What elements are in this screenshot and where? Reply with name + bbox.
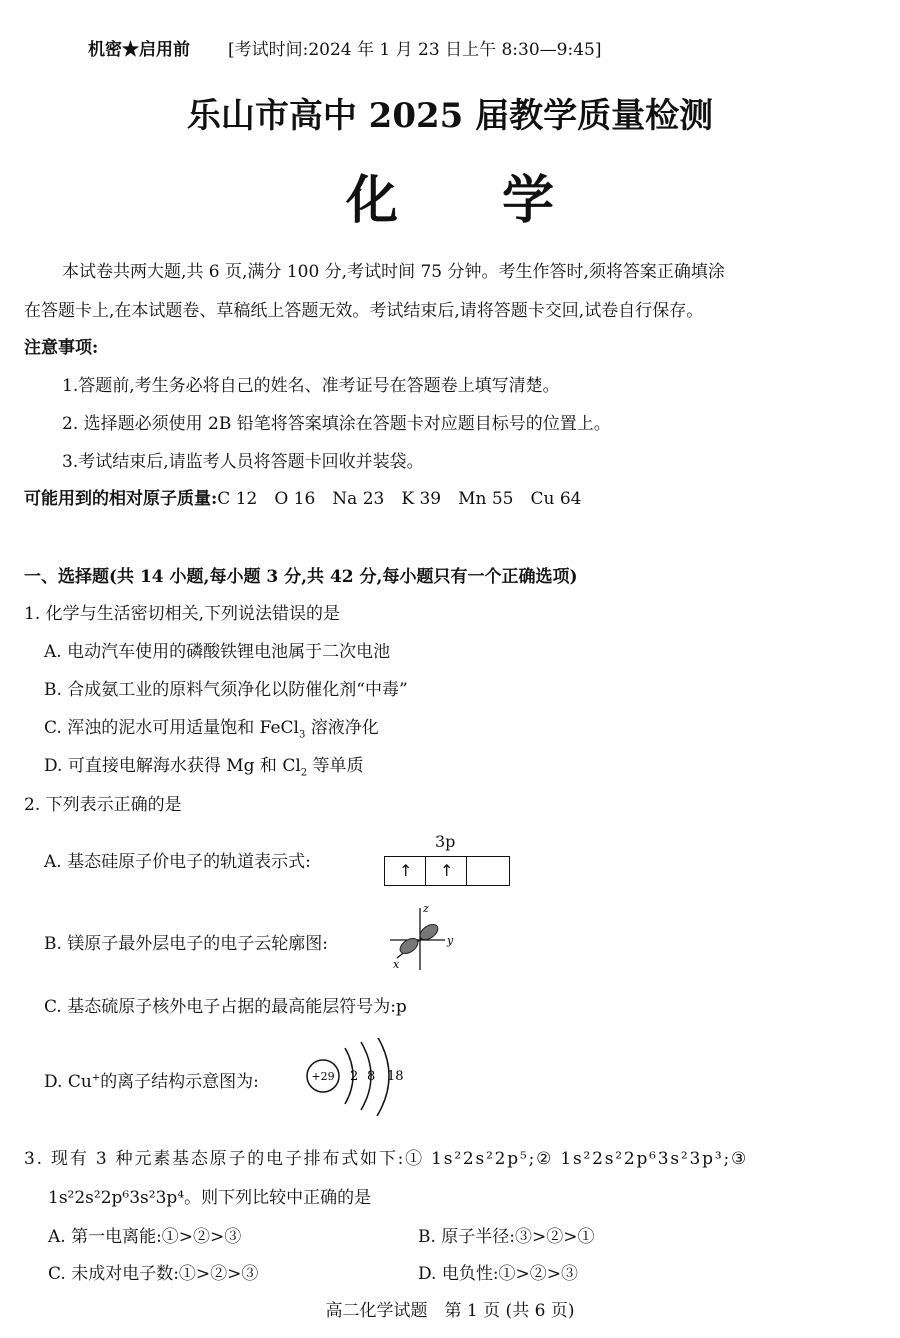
page-title: 乐山市高中 2025 届教学质量检测: [186, 96, 714, 136]
note-item-3: 3.考试结束后,请监考人员将答题卡回收并装袋。: [62, 452, 424, 472]
q3-option-a: A. 第一电离能:①>②>③: [48, 1227, 242, 1247]
up-arrow-icon: ↑: [399, 861, 413, 880]
intro-line-2: 在答题卡上,在本试题卷、草稿纸上答题无效。考试结束后,请将答题卡交回,试卷自行保存。: [24, 301, 704, 321]
q2-stem: 2. 下列表示正确的是: [24, 795, 182, 815]
notes-heading: 注意事项:: [24, 338, 99, 358]
y-axis-label: y: [447, 934, 454, 947]
atomic-masses-values: C 12 O 16 Na 23 K 39 Mn 55 Cu 64: [217, 489, 582, 509]
orbital-box-3: [467, 857, 508, 885]
q1-option-b: B. 合成氨工业的原料气须净化以防催化剂“中毒”: [44, 680, 408, 700]
q1-option-c-tail: 溶液净化: [305, 718, 379, 738]
q1-option-d-tail: 等单质: [307, 756, 364, 776]
orbital-lobe-lower: [397, 935, 420, 956]
up-arrow-icon: ↑: [440, 861, 454, 880]
orbital-box-2: [426, 857, 467, 885]
q2-option-c: C. 基态硫原子核外电子占据的最高能层符号为:p: [44, 997, 407, 1017]
electron-cloud-diagram: [385, 900, 465, 975]
q3-option-b: B. 原子半径:③>②>①: [418, 1227, 595, 1247]
section-heading: 一、选择题(共 14 小题,每小题 3 分,共 42 分,每小题只有一个正确选项): [24, 567, 578, 587]
note-item-1: 1.答题前,考生务必将自己的姓名、准考证号在答题卷上填写清楚。: [62, 376, 560, 396]
q2-option-a: A. 基态硅原子价电子的轨道表示式:: [44, 852, 311, 872]
orbital-label: 3p: [435, 832, 456, 851]
note-item-2: 2. 选择题必须使用 2B 铅笔将答案填涂在答题卡对应题目标号的位置上。: [62, 414, 611, 434]
q2-option-d: [44, 1067, 259, 1092]
atomic-masses-label: 可能用到的相对原子质量:: [24, 489, 218, 509]
q2-option-b: B. 镁原子最外层电子的电子云轮廓图:: [44, 934, 329, 954]
q3-option-c: C. 未成对电子数:①>②>③: [48, 1264, 259, 1284]
shell-electrons-3: 18: [387, 1069, 404, 1084]
exam-time: [考试时间:2024 年 1 月 23 日上午 8:30—9:45]: [228, 40, 602, 60]
z-axis-label: z: [423, 902, 429, 915]
x-axis-label: x: [393, 958, 400, 971]
q3-option-d: D. 电负性:①>②>③: [418, 1264, 579, 1284]
q2-option-d-text: D. Cu: [44, 1072, 92, 1092]
q1-stem: 1. 化学与生活密切相关,下列说法错误的是: [24, 604, 341, 624]
q2-option-d-sup: +: [91, 1072, 101, 1084]
shell-electrons-2: 8: [367, 1069, 376, 1084]
q1-option-c-sub: 3: [298, 729, 306, 741]
q3-stem-line-1: 3. 现有 3 种元素基态原子的电子排布式如下:① 1s²2s²2p⁵;② 1s²2s²2p⁶3s²3p³;③: [24, 1149, 749, 1169]
q1-option-d-sub: 2: [300, 767, 308, 779]
q2-option-d-tail: 的离子结构示意图为:: [100, 1072, 259, 1092]
atomic-masses: [24, 484, 581, 509]
intro-line-1: 本试卷共两大题,共 6 页,满分 100 分,考试时间 75 分钟。考生作答时,须将答案正确填涂: [62, 262, 725, 282]
q1-option-d: [44, 751, 364, 778]
page-footer: 高二化学试题 第 1 页 (共 6 页): [325, 1301, 575, 1321]
orbital-diagram: [384, 856, 510, 886]
q3-stem-line-2: 1s²2s²2p⁶3s²3p⁴。则下列比较中正确的是: [48, 1188, 372, 1208]
shell-electrons-1: 2: [350, 1069, 359, 1084]
q1-option-a: A. 电动汽车使用的磷酸铁锂电池属于二次电池: [44, 642, 391, 662]
q1-option-c-text: C. 浑浊的泥水可用适量饱和 FeCl: [44, 718, 299, 738]
orbital-box-1: [385, 857, 426, 885]
nucleus-charge: +29: [311, 1070, 335, 1083]
subject-title: 化 学: [345, 170, 554, 231]
q1-option-c: [44, 713, 379, 740]
q1-option-d-text: D. 可直接电解海水获得 Mg 和 Cl: [44, 756, 301, 776]
ion-structure-diagram: [303, 1038, 413, 1120]
confidential-label: 机密★启用前: [88, 40, 190, 60]
